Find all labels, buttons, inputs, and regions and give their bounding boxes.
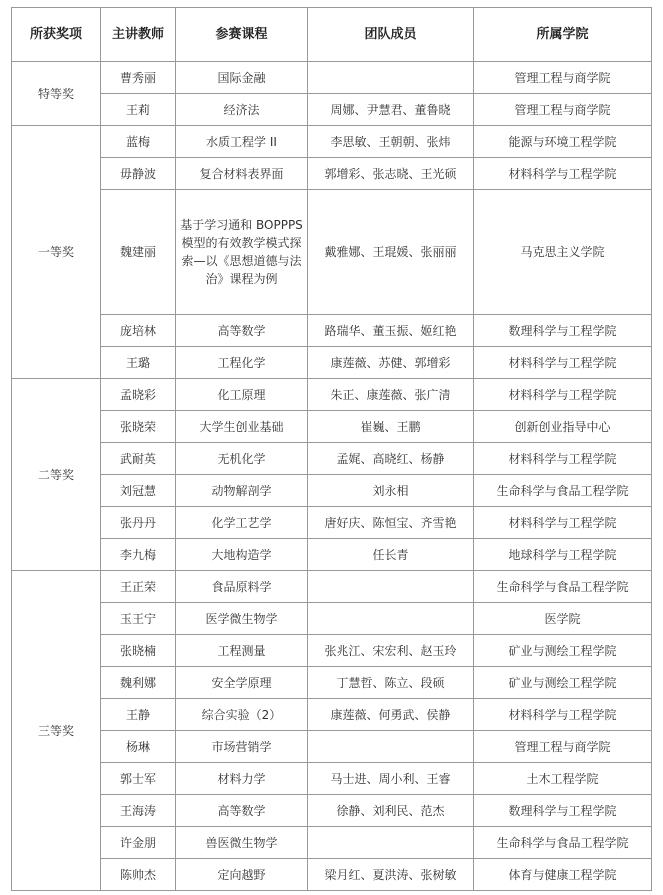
- course-cell: 定向越野: [176, 859, 308, 891]
- teacher-cell: 魏利娜: [101, 667, 176, 699]
- teacher-cell: 曹秀丽: [101, 62, 176, 94]
- table-row: [12, 475, 652, 507]
- course-cell: 医学微生物学: [176, 603, 308, 635]
- college-cell: 能源与环境工程学院: [474, 126, 652, 158]
- teacher-cell: 许金朋: [101, 827, 176, 859]
- course-cell: 基于学习通和 BOPPPS 模型的有效教学模式探索—以《思想道德与法治》课程为例: [176, 190, 308, 315]
- course-cell: 工程测量: [176, 635, 308, 667]
- college-cell: 管理工程与商学院: [474, 94, 652, 126]
- teacher-cell: 玉王宁: [101, 603, 176, 635]
- course-cell: 经济法: [176, 94, 308, 126]
- college-cell: 管理工程与商学院: [474, 62, 652, 94]
- team-cell: 孟娓、高晓红、杨静: [308, 443, 474, 475]
- team-cell: 康莲薇、何勇武、侯静: [308, 699, 474, 731]
- team-cell: 戴雅娜、王琨媛、张丽丽: [308, 190, 474, 315]
- table-row: [12, 763, 652, 795]
- college-cell: 矿业与测绘工程学院: [474, 667, 652, 699]
- course-cell: 兽医微生物学: [176, 827, 308, 859]
- team-cell: 梁月红、夏洪涛、张树敏: [308, 859, 474, 891]
- teacher-cell: 陈帅杰: [101, 859, 176, 891]
- team-cell: [308, 571, 474, 603]
- team-cell: [308, 603, 474, 635]
- college-cell: 数理科学与工程学院: [474, 795, 652, 827]
- table-row: [12, 859, 652, 891]
- course-cell: 大地构造学: [176, 539, 308, 571]
- teacher-cell: 杨琳: [101, 731, 176, 763]
- table-row: [12, 62, 652, 94]
- course-cell: 工程化学: [176, 347, 308, 379]
- teacher-cell: 张丹丹: [101, 507, 176, 539]
- college-cell: 材料科学与工程学院: [474, 699, 652, 731]
- course-cell: 动物解剖学: [176, 475, 308, 507]
- award-cell: 三等奖: [12, 571, 101, 891]
- team-cell: 崔巍、王鹏: [308, 411, 474, 443]
- college-cell: 体育与健康工程学院: [474, 859, 652, 891]
- college-cell: 生命科学与食品工程学院: [474, 475, 652, 507]
- table-row: [12, 539, 652, 571]
- teacher-cell: 刘冠慧: [101, 475, 176, 507]
- table-header: [12, 8, 652, 62]
- table-row: [12, 699, 652, 731]
- team-cell: [308, 827, 474, 859]
- course-cell: 安全学原理: [176, 667, 308, 699]
- table-row: [12, 507, 652, 539]
- team-cell: 任长青: [308, 539, 474, 571]
- college-cell: 矿业与测绘工程学院: [474, 635, 652, 667]
- teacher-cell: 郭士军: [101, 763, 176, 795]
- team-cell: 朱正、康莲薇、张广清: [308, 379, 474, 411]
- team-cell: 刘永相: [308, 475, 474, 507]
- course-cell: 水质工程学 II: [176, 126, 308, 158]
- award-cell: 一等奖: [12, 126, 101, 379]
- team-cell: 康莲薇、苏健、郭增彩: [308, 347, 474, 379]
- teacher-cell: 蓝梅: [101, 126, 176, 158]
- table-row: [12, 347, 652, 379]
- team-cell: 唐好庆、陈恒宝、齐雪艳: [308, 507, 474, 539]
- header-team: 团队成员: [308, 8, 474, 62]
- college-cell: 管理工程与商学院: [474, 731, 652, 763]
- team-cell: [308, 731, 474, 763]
- course-cell: 高等数学: [176, 315, 308, 347]
- award-cell: 二等奖: [12, 379, 101, 571]
- teacher-cell: 武耐英: [101, 443, 176, 475]
- award-cell: 特等奖: [12, 62, 101, 126]
- teacher-cell: 李九梅: [101, 539, 176, 571]
- table-row: [12, 795, 652, 827]
- team-cell: 路瑞华、董玉振、姬红艳: [308, 315, 474, 347]
- teacher-cell: 孟晓彩: [101, 379, 176, 411]
- college-cell: 生命科学与食品工程学院: [474, 571, 652, 603]
- teacher-cell: 张晓楠: [101, 635, 176, 667]
- course-cell: 国际金融: [176, 62, 308, 94]
- table-row: [12, 315, 652, 347]
- table-row: [12, 827, 652, 859]
- header-course: 参赛课程: [176, 8, 308, 62]
- header-award: 所获奖项: [12, 8, 101, 62]
- table-row: [12, 158, 652, 190]
- table-row: [12, 94, 652, 126]
- header-college: 所属学院: [474, 8, 652, 62]
- team-cell: [308, 62, 474, 94]
- header-teacher: 主讲教师: [101, 8, 176, 62]
- teacher-cell: 王莉: [101, 94, 176, 126]
- course-cell: 化工原理: [176, 379, 308, 411]
- table-body: [12, 62, 652, 891]
- college-cell: 土木工程学院: [474, 763, 652, 795]
- table-row: [12, 731, 652, 763]
- course-cell: 高等数学: [176, 795, 308, 827]
- table-row: [12, 635, 652, 667]
- team-cell: 张兆江、宋宏利、赵玉玲: [308, 635, 474, 667]
- course-cell: 化学工艺学: [176, 507, 308, 539]
- college-cell: 材料科学与工程学院: [474, 379, 652, 411]
- college-cell: 马克思主义学院: [474, 190, 652, 315]
- team-cell: 丁慧哲、陈立、段硕: [308, 667, 474, 699]
- team-cell: 周娜、尹慧君、董鲁晓: [308, 94, 474, 126]
- teacher-cell: 张晓荣: [101, 411, 176, 443]
- college-cell: 材料科学与工程学院: [474, 507, 652, 539]
- college-cell: 地球科学与工程学院: [474, 539, 652, 571]
- course-cell: 材料力学: [176, 763, 308, 795]
- table-row: [12, 190, 652, 315]
- course-cell: 复合材料表界面: [176, 158, 308, 190]
- team-cell: 郭增彩、张志晓、王光硕: [308, 158, 474, 190]
- teacher-cell: 庞培林: [101, 315, 176, 347]
- course-cell: 食品原料学: [176, 571, 308, 603]
- college-cell: 材料科学与工程学院: [474, 158, 652, 190]
- course-cell: 市场营销学: [176, 731, 308, 763]
- team-cell: 李思敏、王朝朝、张炜: [308, 126, 474, 158]
- course-cell: 无机化学: [176, 443, 308, 475]
- college-cell: 医学院: [474, 603, 652, 635]
- course-cell: 大学生创业基础: [176, 411, 308, 443]
- team-cell: 马士进、周小利、王睿: [308, 763, 474, 795]
- table-row: [12, 126, 652, 158]
- college-cell: 生命科学与食品工程学院: [474, 827, 652, 859]
- teacher-cell: 王海涛: [101, 795, 176, 827]
- table-row: [12, 603, 652, 635]
- college-cell: 材料科学与工程学院: [474, 347, 652, 379]
- course-cell: 综合实验（2）: [176, 699, 308, 731]
- teacher-cell: 魏建丽: [101, 190, 176, 315]
- table-row: [12, 571, 652, 603]
- table-row: [12, 379, 652, 411]
- awards-table: [11, 7, 652, 891]
- table-row: [12, 443, 652, 475]
- table-row: [12, 411, 652, 443]
- teacher-cell: 王璐: [101, 347, 176, 379]
- team-cell: 徐静、刘利民、范杰: [308, 795, 474, 827]
- teacher-cell: 王正荣: [101, 571, 176, 603]
- college-cell: 数理科学与工程学院: [474, 315, 652, 347]
- college-cell: 材料科学与工程学院: [474, 443, 652, 475]
- header-row: [12, 8, 652, 62]
- table-row: [12, 667, 652, 699]
- college-cell: 创新创业指导中心: [474, 411, 652, 443]
- teacher-cell: 王静: [101, 699, 176, 731]
- teacher-cell: 毋静波: [101, 158, 176, 190]
